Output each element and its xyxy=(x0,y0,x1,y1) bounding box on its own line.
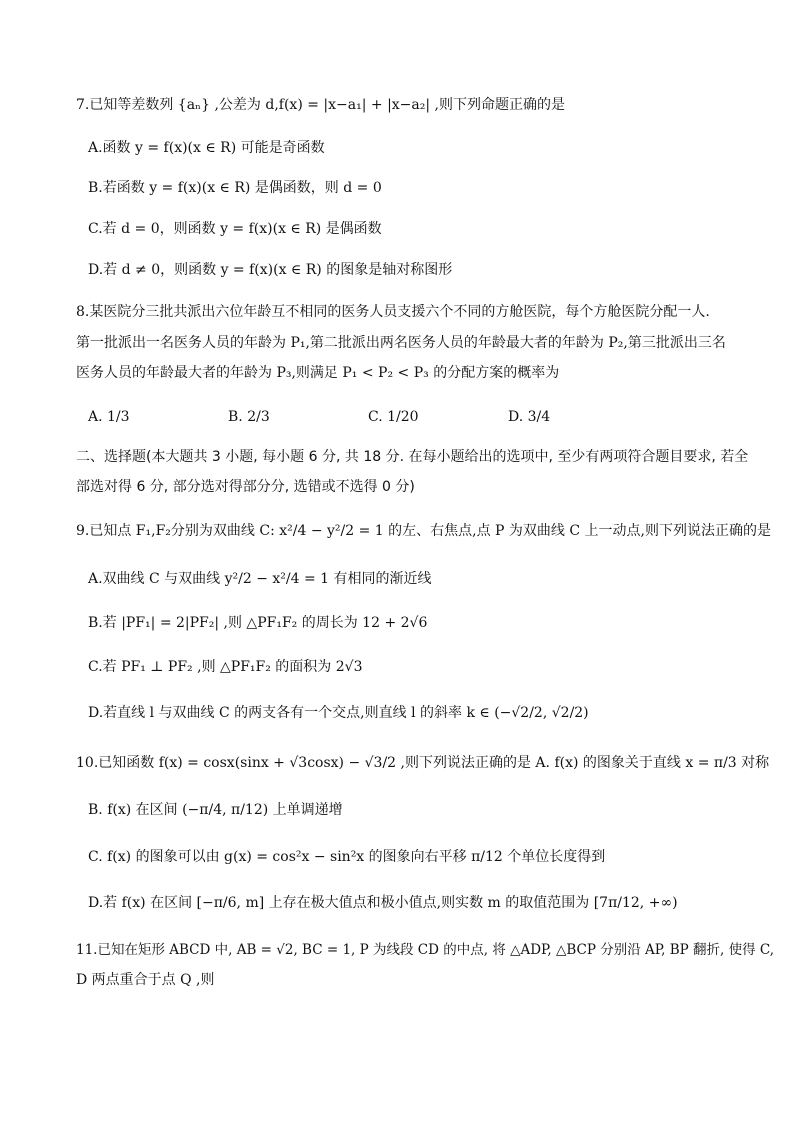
section-2-heading-line-1: 二、选择题(本大题共 3 小题, 每小题 6 分, 共 18 分. 在每小题给出的选项中, 至少有两项符合题目要求, 若全 xyxy=(76,449,749,465)
q7-option-d: D.若 d ≠ 0，则函数 y = f(x)(x ∈ R) 的图象是轴对称图形 xyxy=(88,262,453,278)
q10-stem: 10.已知函数 f(x) = cosx(sinx + √3cosx) − √3/2 ,则下列说法正确的是 A. f(x) 的图象关于直线 x = π/3 对称 xyxy=(76,755,770,771)
q8-stem-line-1: 8.某医院分三批共派出六位年龄互不相同的医务人员支援六个不同的方舱医院，每个方舱医院分配一人. xyxy=(76,304,710,320)
q8-option-d: D. 3/4 xyxy=(508,409,551,425)
q8-options xyxy=(88,407,648,431)
q9-stem: 9.已知点 F₁,F₂分别为双曲线 C: x²/4 − y²/2 = 1 的左、右焦点,点 P 为双曲线 C 上一动点,则下列说法正确的是 xyxy=(76,523,771,539)
q7-stem: 7.已知等差数列 {aₙ} ,公差为 d,f(x) = |x−a₁| + |x−a₂| ,则下列命题正确的是 xyxy=(76,97,565,113)
q7-option-c: C.若 d = 0，则函数 y = f(x)(x ∈ R) 是偶函数 xyxy=(88,221,382,237)
q8-option-b: B. 2/3 xyxy=(228,409,270,425)
q11-stem-line-1: 11.已知在矩形 ABCD 中, AB = √2, BC = 1, P 为线段 CD 的中点, 将 △ADP, △BCP 分别沿 AP, BP 翻折, 使得 C, xyxy=(76,942,775,958)
q10-option-d: D.若 f(x) 在区间 [−π/6, m] 上存在极大值点和极小值点,则实数 m 的取值范围为 [7π/12, +∞) xyxy=(88,895,678,911)
q8-stem-line-2: 第一批派出一名医务人员的年龄为 P₁,第二批派出两名医务人员的年龄最大者的年龄为 P₂,第三批派出三名 xyxy=(76,335,726,351)
section-2-heading-line-2: 部选对得 6 分, 部分选对得部分分, 选错或不选得 0 分) xyxy=(76,479,415,495)
q9-option-a: A.双曲线 C 与双曲线 y²/2 − x²/4 = 1 有相同的渐近线 xyxy=(88,571,432,587)
q9-option-c: C.若 PF₁ ⊥ PF₂ ,则 △PF₁F₂ 的面积为 2√3 xyxy=(88,659,363,675)
q11-stem-line-2: D 两点重合于点 Q ,则 xyxy=(76,972,215,988)
q10-option-b: B. f(x) 在区间 (−π/4, π/12) 上单调递增 xyxy=(88,802,343,818)
q8-option-c: C. 1/20 xyxy=(368,409,419,425)
q9-option-b: B.若 |PF₁| = 2|PF₂| ,则 △PF₁F₂ 的周长为 12 + 2√6 xyxy=(88,615,428,631)
q8-option-a: A. 1/3 xyxy=(88,409,130,425)
q7-option-a: A.函数 y = f(x)(x ∈ R) 可能是奇函数 xyxy=(88,140,325,156)
q8-stem-line-3: 医务人员的年龄最大者的年龄为 P₃,则满足 P₁ < P₂ < P₃ 的分配方案的概率为 xyxy=(76,365,560,381)
q10-option-c: C. f(x) 的图象可以由 g(x) = cos²x − sin²x 的图象向右平移 π/12 个单位长度得到 xyxy=(88,849,606,865)
q9-option-d: D.若直线 l 与双曲线 C 的两支各有一个交点,则直线 l 的斜率 k ∈ (−√2/2, √2/2) xyxy=(88,705,589,721)
q7-option-b: B.若函数 y = f(x)(x ∈ R) 是偶函数，则 d = 0 xyxy=(88,180,382,196)
